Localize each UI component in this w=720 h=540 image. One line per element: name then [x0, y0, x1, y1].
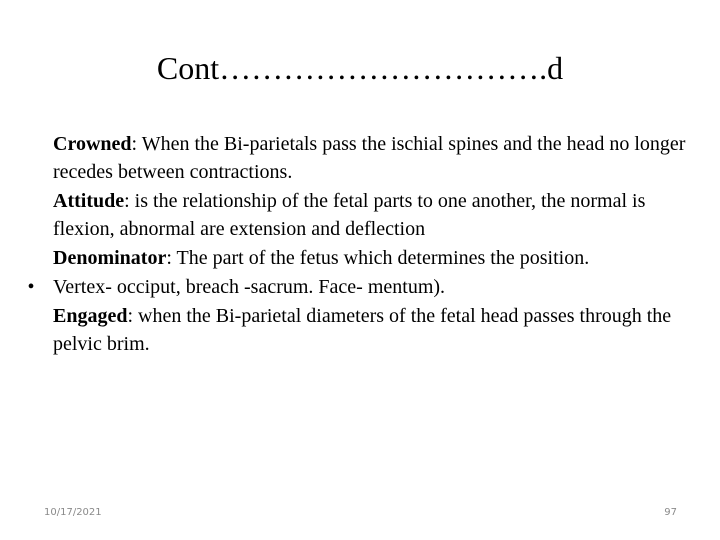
paragraph-attitude	[53, 187, 693, 243]
definition-text: : The part of the fetus which determines the position.	[166, 247, 590, 269]
paragraph-denominator	[53, 244, 693, 272]
slide-body	[27, 130, 693, 359]
definition-text: : is the relationship of the fetal parts to one another, the normal is flexion, abnormal are extension and deflection	[53, 190, 646, 240]
paragraph-engaged	[53, 302, 693, 358]
term-label: Crowned	[53, 133, 132, 155]
bullet-text: Vertex- occiput, breach -sacrum. Face- mentum).	[53, 276, 446, 298]
bullet-marker: •	[27, 276, 35, 298]
term-label: Engaged	[53, 305, 128, 327]
bullet-item	[27, 273, 693, 301]
definition-text: : When the Bi-parietals pass the ischial spines and the head no longer recedes between contractions.	[53, 133, 686, 183]
footer-date: 10/17/2021	[44, 507, 102, 518]
paragraph-crowned	[53, 130, 693, 186]
term-label: Attitude	[53, 190, 125, 212]
term-label: Denominator	[53, 247, 167, 269]
definition-text: : when the Bi-parietal diameters of the fetal head passes through the pelvic brim.	[53, 305, 672, 355]
footer-page-number: 97	[664, 507, 677, 518]
slide-title: Cont………………………….d	[156, 50, 564, 86]
